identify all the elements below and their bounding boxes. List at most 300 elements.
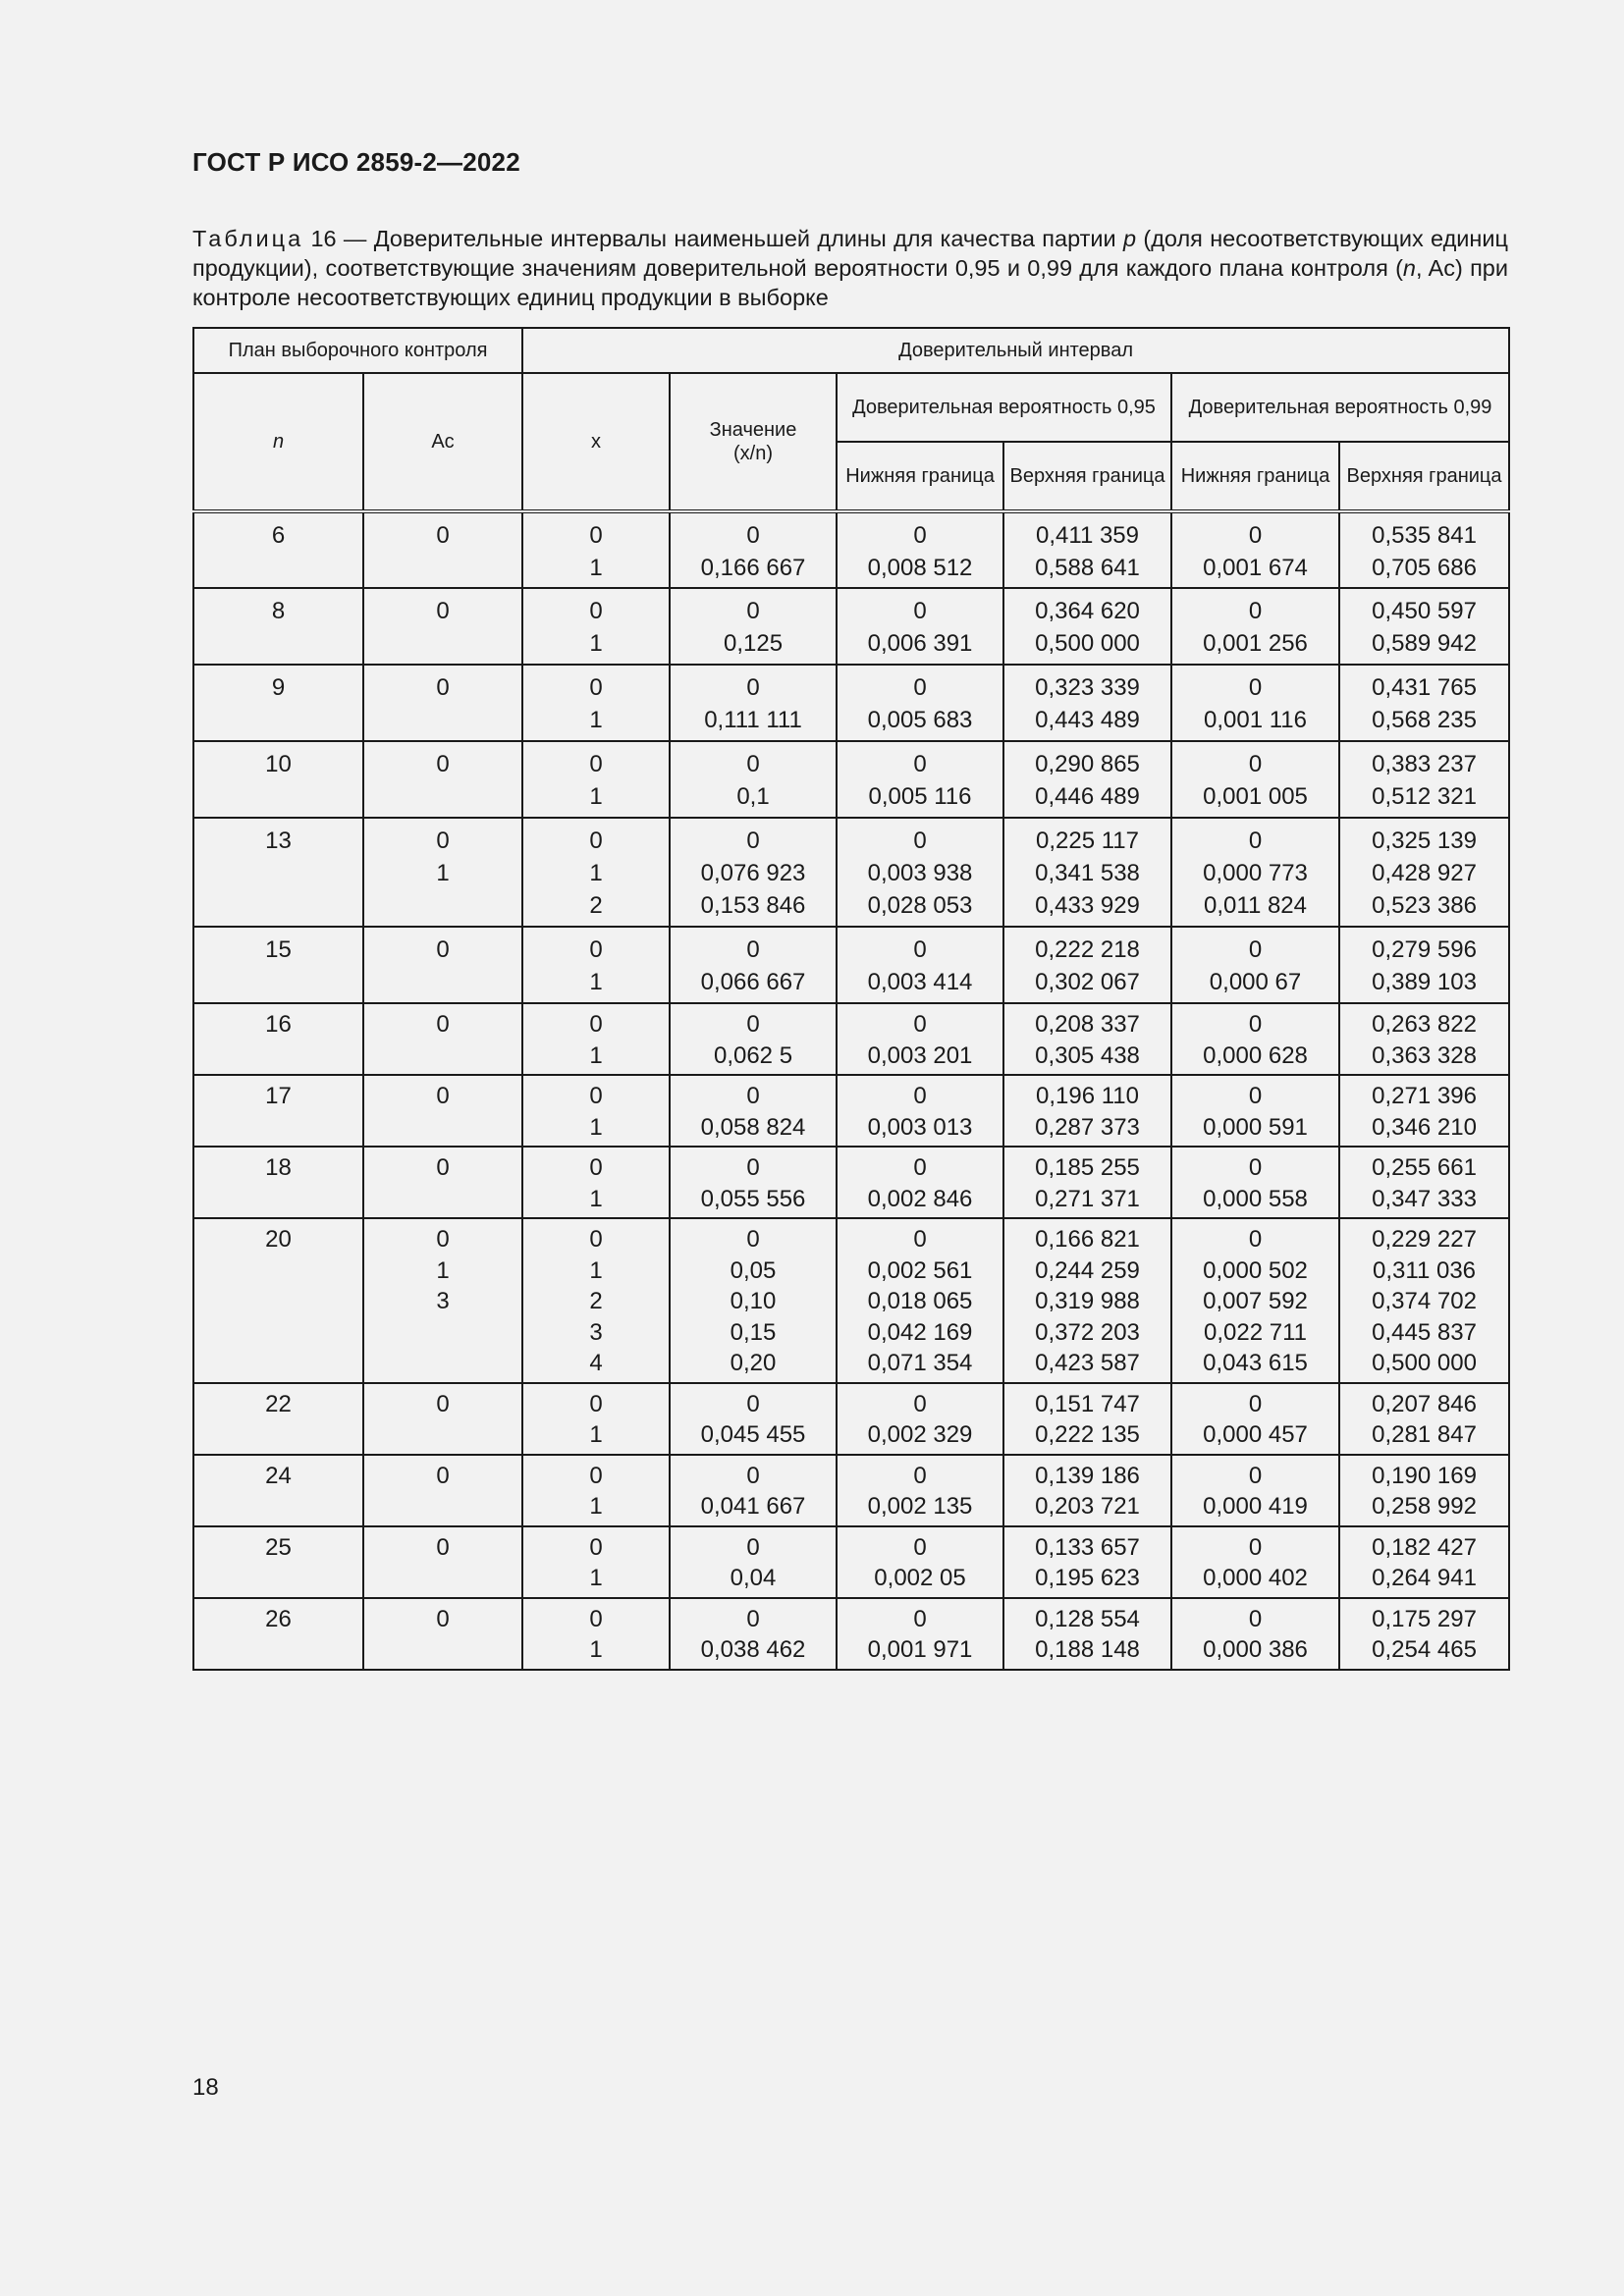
cell-upper-095 (1003, 927, 1171, 1003)
cell-lower-095-line: 0,002 135 (867, 1493, 973, 1520)
cell-upper-099-line: 0,264 941 (1372, 1565, 1477, 1591)
cell-upper-095-line: 0,225 117 (1036, 828, 1140, 854)
cell-ac (363, 1383, 522, 1455)
header-value-sub: (x/n) (733, 443, 774, 464)
cell-x-line: 1 (589, 783, 603, 810)
cell-lower-095 (837, 1003, 1003, 1075)
cell-n (193, 1075, 363, 1147)
cell-upper-099-line: 0,450 597 (1372, 598, 1477, 624)
cell-value-line: 0,045 455 (700, 1421, 806, 1448)
cell-ac-line: 3 (436, 1288, 450, 1314)
cell-x-line: 0 (589, 1462, 603, 1489)
cell-lower-095 (837, 1383, 1003, 1455)
cell-upper-095 (1003, 1455, 1171, 1526)
cell-x-line: 1 (589, 969, 603, 995)
cell-value-line: 0,111 111 (704, 707, 802, 733)
cell-n-line: 9 (271, 674, 286, 701)
cell-ac-line (364, 1491, 521, 1522)
cell-x-line: 2 (589, 1288, 603, 1314)
cell-upper-095-line: 0,203 721 (1035, 1493, 1140, 1520)
cell-upper-099-line: 0,374 702 (1372, 1288, 1477, 1314)
cell-x-line: 1 (589, 1256, 603, 1284)
cell-x (522, 1383, 670, 1455)
cell-n (193, 1147, 363, 1218)
cell-lower-095-line: 0,003 201 (867, 1041, 973, 1069)
table-row-group (193, 927, 1509, 1003)
cell-upper-099-line: 0,346 210 (1372, 1113, 1477, 1141)
cell-upper-095-line: 0,287 373 (1035, 1113, 1140, 1141)
cell-value-line: 0,20 (730, 1350, 777, 1376)
cell-n-line: 10 (265, 751, 292, 777)
cell-lower-095-line: 0,006 391 (867, 630, 973, 657)
cell-upper-095-line: 0,133 657 (1035, 1533, 1140, 1561)
cell-x-line: 0 (589, 598, 603, 624)
cell-x-line: 4 (589, 1350, 603, 1376)
cell-lower-099 (1171, 1383, 1339, 1455)
cell-upper-099 (1339, 1526, 1509, 1598)
cell-ac-line: 0 (436, 1083, 450, 1109)
cell-upper-099-line: 0,347 333 (1372, 1185, 1477, 1212)
cell-ac-line: 0 (436, 674, 450, 701)
cell-upper-099-line: 0,207 846 (1372, 1390, 1477, 1417)
cell-value-line: 0,166 667 (700, 555, 806, 581)
cell-x (522, 1455, 670, 1526)
cell-lower-099 (1171, 741, 1339, 818)
cell-lower-099 (1171, 818, 1339, 927)
cell-x-line: 1 (589, 1113, 603, 1141)
cell-ac-line: 0 (436, 1390, 450, 1417)
cell-lower-095-line: 0,001 971 (867, 1636, 973, 1663)
cell-lower-099-line: 0,000 67 (1209, 969, 1302, 995)
cell-upper-099-line: 0,254 465 (1372, 1636, 1477, 1663)
cell-ac-line: 0 (436, 751, 450, 777)
cell-value-line: 0,058 824 (700, 1113, 806, 1141)
cell-x-line: 0 (589, 1011, 603, 1038)
cell-lower-099-line: 0,001 674 (1203, 555, 1308, 581)
cell-ac (363, 588, 522, 665)
cell-upper-095 (1003, 1147, 1171, 1218)
cell-x-line: 2 (589, 892, 603, 919)
table-caption (192, 224, 1508, 312)
cell-upper-099 (1339, 741, 1509, 818)
cell-value (670, 1075, 837, 1147)
cell-value-line: 0 (746, 674, 760, 701)
cell-value-line: 0 (746, 598, 760, 624)
cell-ac (363, 1455, 522, 1526)
cell-x (522, 1598, 670, 1670)
cell-lower-095-line: 0,042 169 (867, 1318, 973, 1346)
cell-ac-line (364, 1348, 521, 1379)
table-row-group (193, 1218, 1509, 1383)
cell-ac-line: 0 (436, 1011, 450, 1038)
cell-value-line: 0,04 (730, 1565, 777, 1591)
cell-upper-095-line: 0,305 438 (1035, 1041, 1140, 1069)
cell-value-line: 0 (746, 1226, 760, 1253)
cell-upper-099 (1339, 1003, 1509, 1075)
cell-upper-099 (1339, 1218, 1509, 1383)
cell-lower-095-line: 0 (913, 522, 927, 549)
cell-lower-099 (1171, 927, 1339, 1003)
cell-lower-099 (1171, 511, 1339, 588)
cell-ac-line: 0 (436, 1605, 450, 1632)
cell-lower-095-line: 0 (913, 1083, 927, 1109)
cell-x-line: 0 (589, 1533, 603, 1561)
cell-n-line: 18 (265, 1154, 292, 1181)
cell-n (193, 1526, 363, 1598)
cell-ac (363, 1075, 522, 1147)
cell-lower-095-line: 0 (913, 751, 927, 777)
cell-upper-099 (1339, 818, 1509, 927)
header-upper-095: Верхняя граница (1003, 442, 1171, 511)
cell-n (193, 511, 363, 588)
cell-x (522, 818, 670, 927)
cell-lower-099-line: 0,000 402 (1203, 1565, 1308, 1591)
header-lower-095: Нижняя граница (837, 442, 1003, 511)
cell-n (193, 665, 363, 741)
cell-upper-095-line: 0,290 865 (1035, 751, 1140, 777)
cell-lower-095-line: 0 (913, 828, 927, 854)
cell-lower-095 (837, 665, 1003, 741)
cell-upper-099 (1339, 1598, 1509, 1670)
cell-x (522, 665, 670, 741)
cell-upper-095-line: 0,433 929 (1035, 892, 1140, 919)
cell-lower-095-line: 0,005 683 (867, 707, 973, 733)
cell-upper-095-line: 0,500 000 (1035, 630, 1140, 657)
header-value (670, 373, 837, 511)
cell-lower-099-line: 0 (1248, 1154, 1263, 1181)
cell-lower-095-line: 0,003 414 (867, 969, 973, 995)
cell-value (670, 1455, 837, 1526)
cell-lower-095-line: 0,002 05 (874, 1565, 966, 1591)
cell-lower-099-line: 0,001 116 (1204, 707, 1308, 733)
cell-upper-099-line: 0,428 927 (1372, 860, 1477, 886)
cell-lower-099 (1171, 1147, 1339, 1218)
cell-ac (363, 511, 522, 588)
cell-lower-095-line: 0 (913, 598, 927, 624)
cell-ac-line: 0 (436, 522, 450, 549)
cell-x-line: 1 (589, 1421, 603, 1448)
cell-ac-line (364, 704, 521, 736)
table-row-group (193, 1003, 1509, 1075)
cell-n (193, 1218, 363, 1383)
cell-ac-line (364, 627, 521, 660)
cell-lower-099-line: 0,007 592 (1203, 1288, 1308, 1314)
cell-x-line: 0 (589, 1226, 603, 1253)
cell-upper-099-line: 0,512 321 (1372, 783, 1477, 810)
cell-upper-099-line: 0,389 103 (1372, 969, 1477, 995)
cell-ac (363, 665, 522, 741)
cell-upper-099 (1339, 1455, 1509, 1526)
caption-dash: — (336, 226, 374, 251)
table-row-group (193, 1383, 1509, 1455)
cell-upper-095 (1003, 665, 1171, 741)
cell-lower-099-line: 0 (1248, 936, 1263, 963)
cell-lower-099-line: 0,000 419 (1203, 1493, 1308, 1520)
cell-ac-line (364, 1317, 521, 1349)
cell-upper-099-line: 0,431 765 (1372, 674, 1477, 701)
cell-lower-095-line: 0 (913, 1533, 927, 1561)
cell-upper-099-line: 0,383 237 (1372, 751, 1477, 777)
page-number: 18 (192, 2074, 219, 2101)
cell-upper-095-line: 0,443 489 (1035, 707, 1140, 733)
table-row-group (193, 511, 1509, 588)
cell-upper-099 (1339, 1383, 1509, 1455)
cell-ac-line: 0 (436, 828, 450, 854)
cell-lower-095 (837, 818, 1003, 927)
cell-upper-095-line: 0,208 337 (1035, 1011, 1140, 1038)
cell-n (193, 588, 363, 665)
table-row-group (193, 1526, 1509, 1598)
cell-x-line: 1 (589, 1041, 603, 1069)
cell-lower-095 (837, 1075, 1003, 1147)
cell-ac-line: 0 (436, 936, 450, 963)
cell-value-line: 0,076 923 (700, 860, 806, 886)
cell-upper-099-line: 0,589 942 (1372, 630, 1477, 657)
caption-var-n: n (1402, 255, 1416, 281)
cell-lower-099 (1171, 588, 1339, 665)
cell-lower-099-line: 0,000 457 (1203, 1421, 1308, 1448)
cell-ac-line (364, 1112, 521, 1144)
table-row-group (193, 1598, 1509, 1670)
cell-upper-095-line: 0,196 110 (1036, 1083, 1140, 1109)
cell-ac (363, 1526, 522, 1598)
cell-ac-line: 0 (436, 1154, 450, 1181)
cell-upper-099-line: 0,568 235 (1372, 707, 1477, 733)
cell-x (522, 1147, 670, 1218)
cell-n (193, 818, 363, 927)
cell-lower-095-line: 0,002 846 (867, 1185, 973, 1212)
cell-n-line: 26 (265, 1605, 292, 1632)
cell-lower-099-line: 0 (1248, 751, 1263, 777)
cell-lower-099 (1171, 1526, 1339, 1598)
cell-x-line: 0 (589, 828, 603, 854)
cell-upper-099-line: 0,325 139 (1372, 828, 1477, 854)
cell-n-line: 22 (265, 1390, 292, 1417)
cell-lower-095 (837, 1147, 1003, 1218)
cell-ac-line: 0 (436, 598, 450, 624)
header-confidence-095: Доверительная вероятность 0,95 (837, 373, 1171, 442)
cell-x (522, 1003, 670, 1075)
cell-lower-099-line: 0 (1248, 1083, 1263, 1109)
cell-value (670, 588, 837, 665)
cell-x-line: 0 (589, 1605, 603, 1632)
cell-x-line: 0 (589, 751, 603, 777)
cell-value-line: 0 (746, 1154, 760, 1181)
table-row-group (193, 1075, 1509, 1147)
cell-lower-095 (837, 1526, 1003, 1598)
cell-value-line: 0,1 (736, 783, 770, 810)
cell-x-line: 0 (589, 522, 603, 549)
cell-ac-line (364, 1563, 521, 1594)
table-row-group (193, 1147, 1509, 1218)
cell-lower-095-line: 0 (913, 1390, 927, 1417)
cell-ac (363, 1218, 522, 1383)
cell-upper-095-line: 0,446 489 (1035, 783, 1140, 810)
cell-lower-099 (1171, 665, 1339, 741)
cell-x-line: 1 (589, 860, 603, 886)
cell-x-line: 1 (589, 1636, 603, 1663)
cell-lower-095 (837, 927, 1003, 1003)
cell-lower-095-line: 0,005 116 (868, 783, 972, 810)
cell-upper-095 (1003, 741, 1171, 818)
cell-lower-099-line: 0,000 558 (1203, 1185, 1308, 1212)
cell-value-line: 0,15 (730, 1318, 777, 1346)
cell-ac-line (364, 1184, 521, 1215)
cell-upper-095-line: 0,423 587 (1035, 1350, 1140, 1376)
header-confidence-099: Доверительная вероятность 0,99 (1171, 373, 1509, 442)
cell-lower-099-line: 0 (1248, 1533, 1263, 1561)
cell-value-line: 0 (746, 751, 760, 777)
cell-upper-099-line: 0,445 837 (1372, 1318, 1477, 1346)
cell-lower-099 (1171, 1455, 1339, 1526)
cell-lower-099-line: 0 (1248, 598, 1263, 624)
cell-x-line: 0 (589, 1083, 603, 1109)
cell-lower-099 (1171, 1075, 1339, 1147)
cell-lower-099-line: 0 (1248, 1605, 1263, 1632)
cell-upper-095 (1003, 1598, 1171, 1670)
cell-x-line: 0 (589, 1154, 603, 1181)
cell-ac (363, 1003, 522, 1075)
cell-lower-095-line: 0 (913, 1462, 927, 1489)
cell-x (522, 1218, 670, 1383)
cell-upper-099 (1339, 927, 1509, 1003)
cell-lower-099-line: 0,000 502 (1203, 1256, 1308, 1284)
cell-upper-095 (1003, 511, 1171, 588)
cell-ac (363, 818, 522, 927)
cell-value (670, 927, 837, 1003)
cell-upper-099 (1339, 665, 1509, 741)
cell-upper-095-line: 0,302 067 (1035, 969, 1140, 995)
cell-ac-line (364, 552, 521, 584)
cell-ac-line (364, 1634, 521, 1666)
cell-lower-095 (837, 1218, 1003, 1383)
cell-value (670, 1526, 837, 1598)
cell-lower-095-line: 0,018 065 (867, 1288, 973, 1314)
cell-upper-095-line: 0,372 203 (1035, 1318, 1140, 1346)
cell-value-line: 0,125 (723, 630, 784, 657)
cell-x (522, 927, 670, 1003)
cell-n-line: 25 (265, 1533, 292, 1561)
cell-n-line: 15 (265, 936, 292, 963)
cell-upper-095 (1003, 1218, 1171, 1383)
cell-value-line: 0,062 5 (713, 1041, 793, 1069)
header-upper-099: Верхняя граница (1339, 442, 1509, 511)
cell-x-line: 3 (589, 1318, 603, 1346)
cell-upper-095 (1003, 818, 1171, 927)
cell-upper-099-line: 0,311 036 (1373, 1256, 1477, 1284)
cell-ac-line (364, 1041, 521, 1072)
table-row-group (193, 818, 1509, 927)
cell-lower-099 (1171, 1598, 1339, 1670)
cell-value-line: 0 (746, 1462, 760, 1489)
cell-lower-095 (837, 588, 1003, 665)
cell-upper-095-line: 0,271 371 (1035, 1185, 1140, 1212)
cell-lower-095-line: 0,008 512 (867, 555, 973, 581)
cell-n-line: 17 (265, 1083, 292, 1109)
cell-upper-095-line: 0,166 821 (1035, 1226, 1140, 1253)
cell-upper-095-line: 0,341 538 (1035, 860, 1140, 886)
cell-lower-099-line: 0 (1248, 1462, 1263, 1489)
header-n-text: n (272, 431, 285, 453)
header-value-label: Значение (709, 419, 797, 441)
table-row-group (193, 741, 1509, 818)
cell-lower-095 (837, 511, 1003, 588)
cell-ac-line (364, 889, 521, 922)
cell-ac (363, 1598, 522, 1670)
cell-x (522, 1526, 670, 1598)
cell-upper-099 (1339, 588, 1509, 665)
cell-upper-095-line: 0,188 148 (1035, 1636, 1140, 1663)
cell-value (670, 665, 837, 741)
cell-lower-095-line: 0 (913, 1605, 927, 1632)
cell-n (193, 1455, 363, 1526)
cell-n (193, 1383, 363, 1455)
cell-upper-099-line: 0,190 169 (1372, 1462, 1477, 1489)
cell-value (670, 1383, 837, 1455)
cell-upper-099-line: 0,279 596 (1372, 936, 1477, 963)
cell-lower-095 (837, 1455, 1003, 1526)
cell-ac-line: 0 (436, 1462, 450, 1489)
cell-value (670, 511, 837, 588)
cell-lower-095-line: 0 (913, 1011, 927, 1038)
cell-value-line: 0 (746, 936, 760, 963)
cell-x-line: 1 (589, 1565, 603, 1591)
caption-number: 16 (310, 226, 337, 251)
cell-lower-099-line: 0,011 824 (1204, 892, 1308, 919)
cell-n-line: 20 (265, 1226, 292, 1253)
cell-upper-099 (1339, 511, 1509, 588)
cell-ac-line (364, 966, 521, 998)
cell-ac-line (364, 780, 521, 813)
cell-value (670, 1147, 837, 1218)
cell-lower-099-line: 0 (1248, 828, 1263, 854)
cell-ac (363, 927, 522, 1003)
cell-upper-099-line: 0,271 396 (1372, 1083, 1477, 1109)
cell-n (193, 1598, 363, 1670)
cell-upper-095-line: 0,195 623 (1035, 1565, 1140, 1591)
cell-n-line: 16 (265, 1011, 292, 1038)
cell-lower-095-line: 0,002 329 (867, 1421, 973, 1448)
table-row-group (193, 588, 1509, 665)
cell-upper-099-line: 0,500 000 (1372, 1350, 1477, 1376)
cell-upper-095-line: 0,139 186 (1035, 1462, 1140, 1489)
cell-n-line: 6 (271, 522, 286, 549)
cell-ac-line: 0 (436, 1533, 450, 1561)
cell-lower-099 (1171, 1003, 1339, 1075)
cell-ac-line (364, 1419, 521, 1451)
cell-upper-095-line: 0,128 554 (1035, 1605, 1140, 1632)
cell-upper-099-line: 0,258 992 (1372, 1493, 1477, 1520)
cell-upper-095 (1003, 1075, 1171, 1147)
cell-value-line: 0,038 462 (700, 1636, 806, 1663)
cell-value-line: 0 (746, 1605, 760, 1632)
cell-n-line: 8 (271, 598, 286, 624)
cell-lower-099 (1171, 1218, 1339, 1383)
cell-lower-095-line: 0 (913, 674, 927, 701)
cell-upper-095-line: 0,319 988 (1035, 1288, 1140, 1314)
cell-x (522, 588, 670, 665)
cell-lower-095 (837, 1598, 1003, 1670)
cell-lower-099-line: 0,043 615 (1203, 1350, 1308, 1376)
cell-value-line: 0,066 667 (700, 969, 806, 995)
cell-upper-099-line: 0,535 841 (1372, 522, 1477, 549)
cell-upper-095-line: 0,411 359 (1036, 522, 1140, 549)
caption-var-p: p (1122, 226, 1137, 251)
cell-upper-095-line: 0,244 259 (1035, 1256, 1140, 1284)
cell-upper-095 (1003, 1383, 1171, 1455)
cell-value-line: 0,05 (730, 1256, 777, 1284)
cell-n-line: 24 (265, 1462, 292, 1489)
